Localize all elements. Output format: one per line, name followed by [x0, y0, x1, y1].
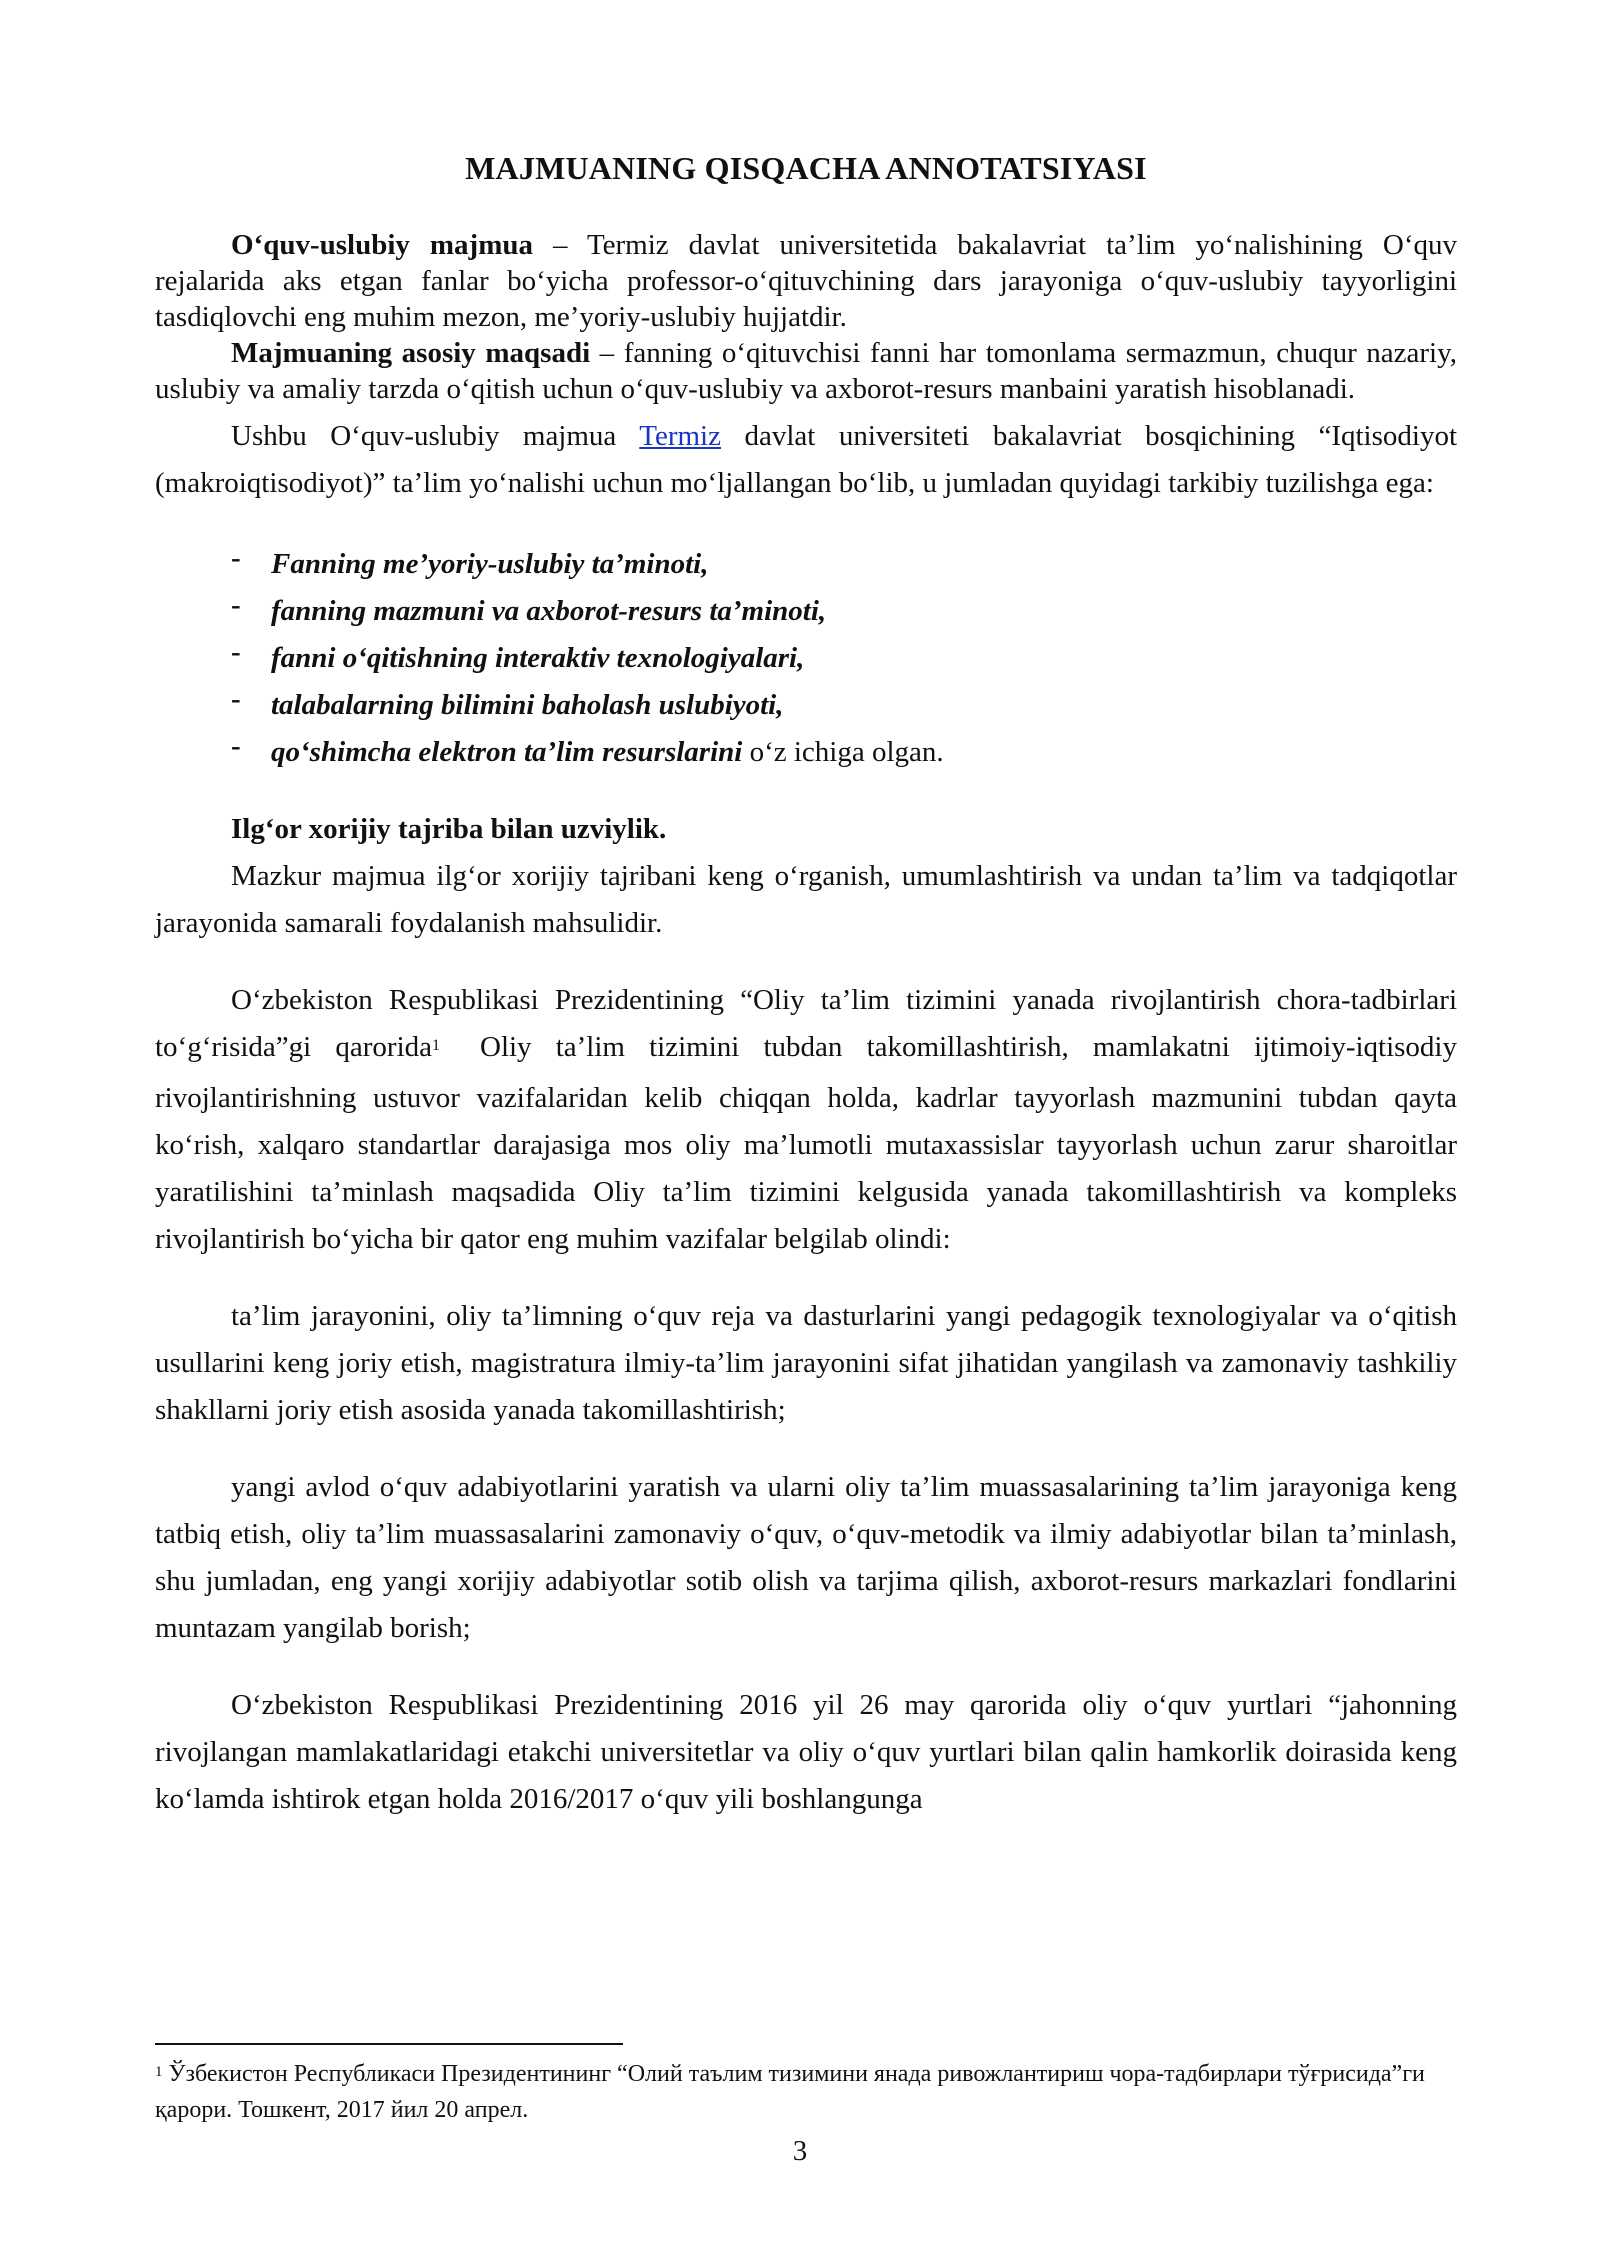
paragraph-text: yangi avlod o‘quv adabiyotlarini yaratish va ularni oliy ta’lim muassasalarining ta’lim jarayoniga keng tatbiq etish, oliy ta’lim muassasalarini zamonaviy o‘quv, o‘quv-metodik va ilmiy adabiyotlar bilan ta’minlash, shu jumladan, eng yangi xorijiy adabiyotlar sotib olish va tarjima qilish, axborot-resurs markazlari fondlarini muntazam yangilab borish; [155, 1471, 1457, 1644]
dash-bullet: - [231, 730, 241, 762]
list-item-text: fanni o‘qitishning interaktiv texnologiyalari, [271, 642, 805, 674]
list-item-text: Fanning me’yoriy-uslubiy ta’minoti, [271, 548, 709, 580]
paragraph-definition [155, 227, 1457, 335]
list-item-text: talabalarning bilimini baholash uslubiyoti, [271, 689, 784, 721]
paragraph-decree-2016 [155, 1682, 1457, 1823]
dash-bullet: - [231, 683, 241, 715]
paragraph-text: O‘zbekiston Respublikasi Prezidentining “Oliy ta’lim tizimini yanada rivojlantirish chora-tadbirlari to‘g‘risida”gi qarorida [155, 984, 1457, 1063]
paragraph-text: – fanning o‘qituvchisi fanni har tomonlama sermazmun, chuqur nazariy, uslubiy va amaliy tarzda o‘qitish uchun o‘quv-uslubiy va axborot-resurs manbaini yaratish hisoblanadi. [155, 337, 1457, 405]
paragraph-text: O‘zbekiston Respublikasi Prezidentining 2016 yil 26 may qarorida oliy o‘quv yurtlari “jahonning rivojlangan mamlakatlaridagi etakchi universitetlar va oliy o‘quv yurtlari bilan qalin hamkorlik doirasida keng ko‘lamda ishtirok etgan holda 2016/2017 o‘quv yili boshlangunga [155, 1689, 1457, 1815]
list-item [155, 729, 1457, 776]
list-item [155, 588, 1457, 635]
paragraph-task-1 [155, 1293, 1457, 1434]
termiz-link[interactable]: Termiz [639, 420, 721, 452]
list-item [155, 635, 1457, 682]
spacer [155, 1263, 1457, 1293]
term-bold: O‘quv-uslubiy majmua [231, 229, 533, 261]
dash-bullet: - [231, 542, 241, 574]
footnote [155, 2058, 1457, 2127]
paragraph-text: – Termiz davlat universitetida bakalavriat ta’lim yo‘nalishining O‘quv rejalarida aks etgan fanlar bo‘yicha professor-o‘qituvchining dars jarayoniga o‘quv-uslubiy tayyorligini tasdiqlovchi eng muhim mezon, me’yoriy-uslubiy hujjatdir. [155, 229, 1457, 333]
spacer [155, 1652, 1457, 1682]
structure-list [155, 541, 1457, 776]
section-heading [155, 806, 1457, 853]
heading-bold: Ilg‘or xorijiy tajriba bilan uzviylik. [231, 813, 667, 845]
paragraph-text: Oliy ta’lim tizimini tubdan takomillashtirish, mamlakatni ijtimoiy-iqtisodiy rivojlantirishning ustuvor vazifalaridan kelib chiqqan holda, kadrlar tayyorlash mazmunini tubdan qayta ko‘rish, xalqaro standartlar darajasiga mos oliy ma’lumotli mutaxassislar tayyorlash uchun zarur sharoitlar yaratilishini ta’minlash maqsadida Oliy ta’lim tizimini kelgusida yanada takomillashtirish va kompleks rivojlantirish bo‘yicha bir qator eng muhim vazifalar belgilab olindi: [155, 1031, 1457, 1255]
dash-bullet: - [231, 636, 241, 668]
list-item-text: qo‘shimcha elektron ta’lim resurslarini [271, 736, 743, 768]
paragraph-text: ta’lim jarayonini, oliy ta’limning o‘quv reja va dasturlarini yangi pedagogik texnologiyalar va o‘qitish usullarini keng joriy etish, magistratura ilmiy-ta’lim jarayonini sifat jihatidan yangilash va zamonaviy tashkiliy shakllarni joriy etish asosida yanada takomillashtirish; [155, 1300, 1457, 1426]
page-title: MAJMUANING QISQACHA ANNOTATSIYASI [465, 150, 1147, 186]
paragraph-text: davlat universiteti bakalavriat bosqichining “Iqtisodiyot (makroiqtisodiyot)” ta’lim yo‘nalishi uchun mo‘ljallangan bo‘lib, u jumladan quyidagi tarkibiy tuzilishga ega: [155, 420, 1458, 499]
list-item [155, 541, 1457, 588]
spacer [155, 1434, 1457, 1464]
footnote-number: 1 [155, 2064, 163, 2080]
list-item-tail: o‘z ichiga olgan. [742, 736, 944, 768]
dash-bullet: - [231, 589, 241, 621]
paragraph-structure [155, 413, 1457, 507]
paragraph-task-2 [155, 1464, 1457, 1652]
page-content [155, 150, 1457, 1823]
paragraph-text: Ushbu O‘quv-uslubiy majmua [231, 420, 640, 452]
list-item-text: fanning mazmuni va axborot-resurs ta’minoti, [271, 595, 827, 627]
page-number: 3 [792, 2135, 808, 2167]
paragraph-text: Mazkur majmua ilg‘or xorijiy tajribani keng o‘rganish, umumlashtirish va undan ta’lim va tadqiqotlar jarayonida samarali foydalanish mahsulidir. [155, 860, 1457, 939]
footnote-reference[interactable]: 1 [432, 1037, 440, 1054]
spacer [155, 947, 1457, 977]
paragraph-decree [155, 977, 1457, 1263]
list-item [155, 682, 1457, 729]
paragraph-experience [155, 853, 1457, 947]
footnote-divider [155, 2043, 623, 2045]
term-bold: Majmuaning asosiy maqsadi [231, 337, 591, 369]
footnote-text: Ўзбекистон Республикаси Президентининг “Олий таълим тизимини янада ривожлантириш чора-тадбирлари тўғрисида”ги қарори. Тошкент, 2017 йил 20 апрел. [155, 2061, 1425, 2123]
paragraph-goal [155, 335, 1457, 407]
spacer [155, 776, 1457, 806]
